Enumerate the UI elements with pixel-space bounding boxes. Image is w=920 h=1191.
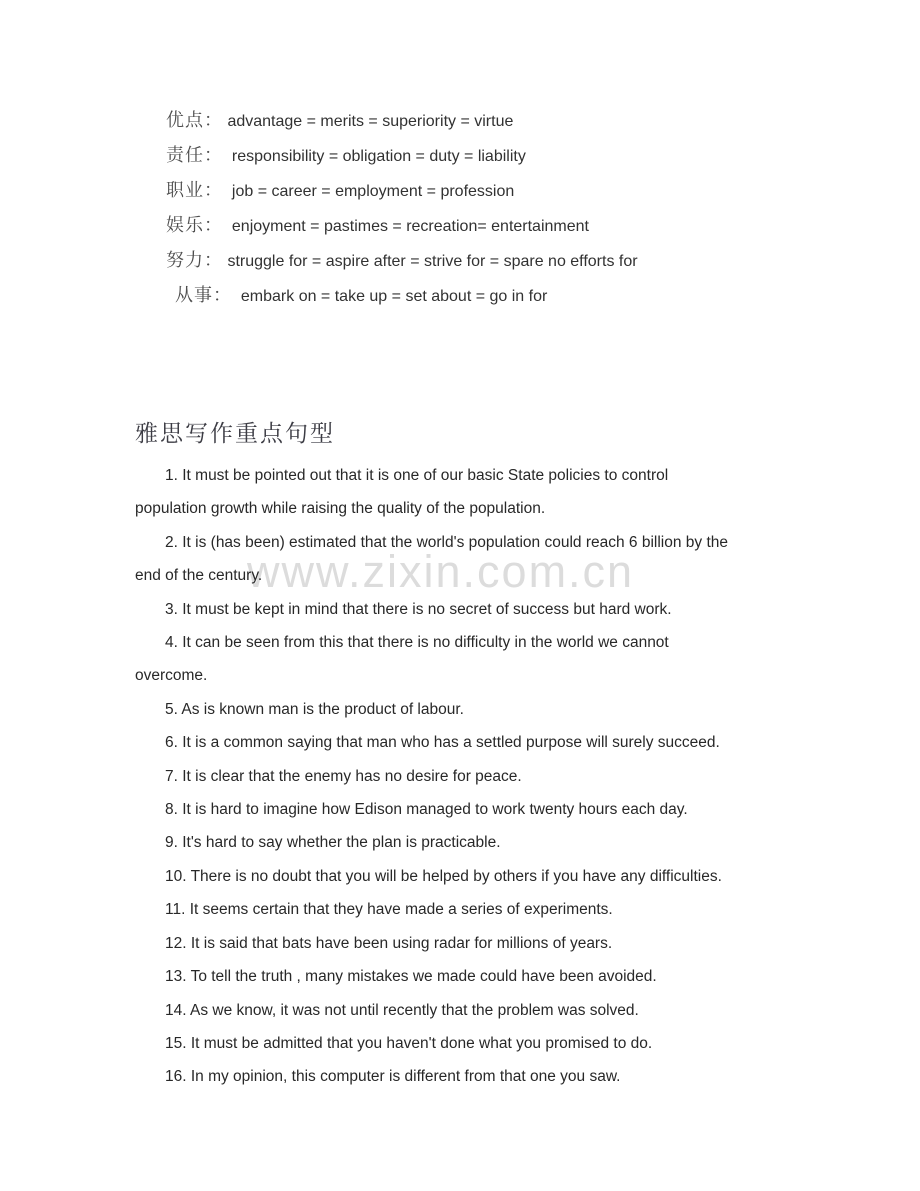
vocab-synonyms: job = career = employment = profession xyxy=(223,183,515,200)
sentence-line: 5. As is known man is the product of labour. xyxy=(165,700,464,718)
sentence-section xyxy=(135,419,815,1094)
sentence-line: 14. As we know, it was not until recently that the problem was solved. xyxy=(165,1001,639,1019)
vocab-label-zh: 娱乐： xyxy=(166,215,223,235)
sentence-line: 12. It is said that bats have been using radar for millions of years. xyxy=(165,934,613,952)
sentence-line: 13. To tell the truth , many mistakes we made could have been avoided. xyxy=(165,968,657,986)
section-heading: 雅思写作重点句型 xyxy=(135,421,335,446)
vocab-item xyxy=(166,208,638,243)
vocab-synonyms: embark on = take up = set about = go in for xyxy=(232,288,548,305)
vocab-item xyxy=(166,138,638,173)
sentence-line: 1. It must be pointed out that it is one of our basic State policies to control xyxy=(165,467,669,484)
vocab-item xyxy=(166,243,638,278)
vocab-list xyxy=(166,103,638,313)
watermark: www.zixin.com.cn xyxy=(247,546,635,597)
sentence-line: 11. It seems certain that they have made a series of experiments. xyxy=(165,901,613,919)
sentence-line: 7. It is clear that the enemy has no desire for peace. xyxy=(165,767,522,785)
vocab-label-zh: 优点： xyxy=(166,110,223,130)
vocab-label-zh: 职业： xyxy=(166,180,223,200)
vocab-label-zh: 从事： xyxy=(175,285,232,305)
vocab-item xyxy=(166,278,638,313)
sentence-line: 16. In my opinion, this computer is different from that one you saw. xyxy=(165,1068,621,1086)
vocab-item xyxy=(166,103,638,138)
sentence-line-continuation: population growth while raising the quality of the population. xyxy=(135,500,546,518)
sentence-line: 9. It's hard to say whether the plan is practicable. xyxy=(165,834,501,852)
vocab-synonyms: struggle for = aspire after = strive for = spare no efforts for xyxy=(223,253,638,270)
sentence-line: 3. It must be kept in mind that there is no secret of success but hard work. xyxy=(165,600,672,618)
sentence-line-continuation: overcome. xyxy=(135,667,208,685)
sentence-line: 4. It can be seen from this that there is no difficulty in the world we cannot xyxy=(165,634,669,652)
vocab-label-zh: 努力： xyxy=(166,250,223,270)
vocab-synonyms: responsibility = obligation = duty = liability xyxy=(223,148,526,165)
sentence-line: 10. There is no doubt that you will be helped by others if you have any difficulties. xyxy=(165,867,722,885)
vocab-label-zh: 责任： xyxy=(166,145,223,165)
sentence-line: 2. It is (has been) estimated that the world's population could reach 6 billion by the xyxy=(165,533,729,551)
sentence-line: 6. It is a common saying that man who has a settled purpose will surely succeed. xyxy=(165,734,720,752)
sentence-line-continuation: end of the century. xyxy=(135,567,263,585)
sentence-line: 8. It is hard to imagine how Edison managed to work twenty hours each day. xyxy=(165,801,688,819)
vocab-synonyms: enjoyment = pastimes = recreation= entertainment xyxy=(223,218,589,235)
sentence-line: 15. It must be admitted that you haven't done what you promised to do. xyxy=(165,1034,653,1052)
vocab-synonyms: advantage = merits = superiority = virtue xyxy=(223,113,514,130)
vocab-item xyxy=(166,173,638,208)
